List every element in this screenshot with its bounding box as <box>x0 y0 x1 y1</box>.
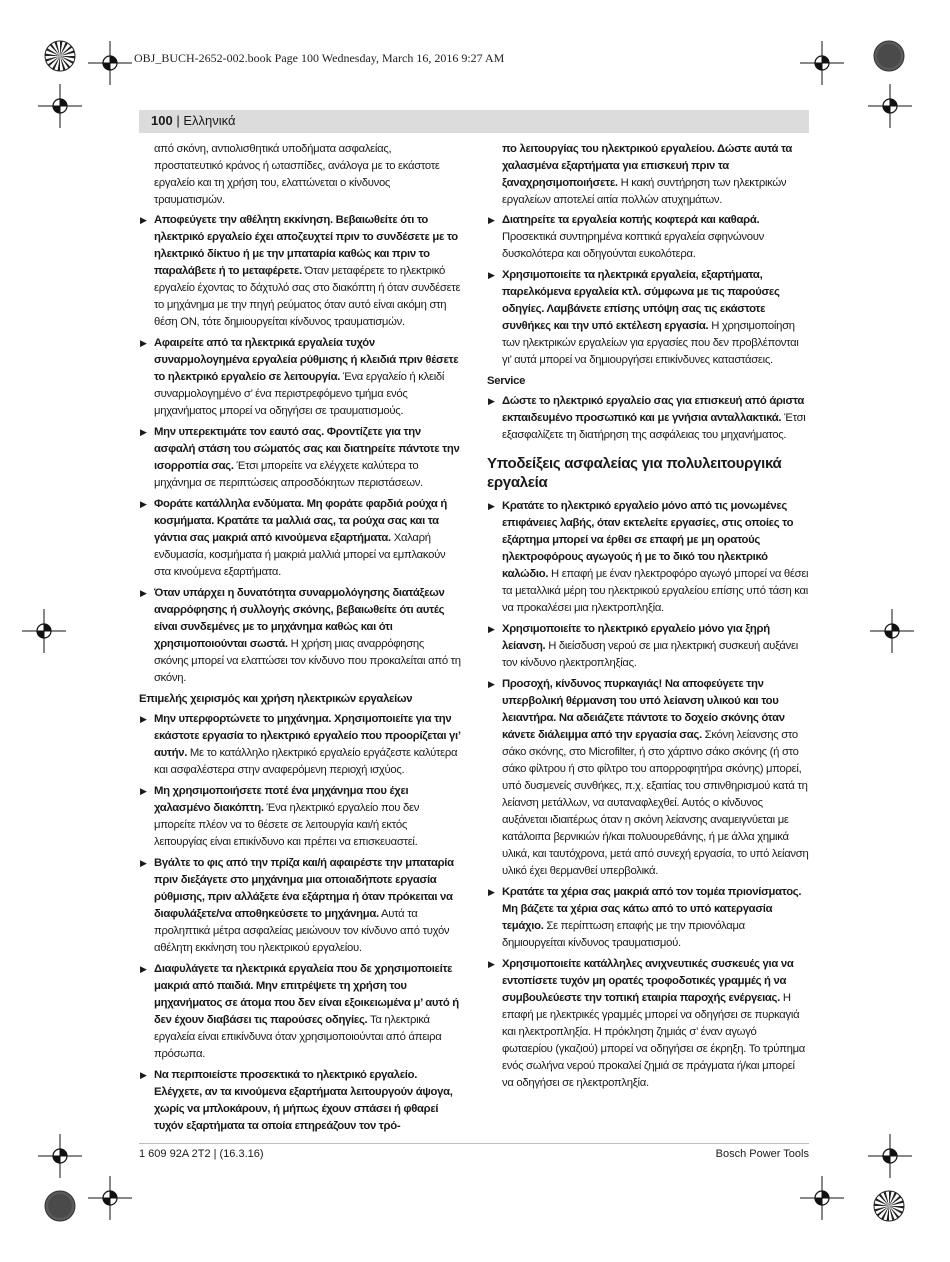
bullet-triangle-icon: ▶ <box>488 887 495 897</box>
item-body-text: Όταν μεταφέρετε το ηλεκτρικό εργαλείο έχοντας το δάχτυλό σας στο διακόπτη ή όταν συνδέσετε το μηχάνημα με την πηγή ρεύματος όταν αυτό είναι ακόμη στη θέση ON, τότε δημιουργείται κίνδυνος τραυματισμών. <box>154 265 461 328</box>
header-language: Ελληνικά <box>183 113 236 128</box>
item-bold-text: Προσοχή, κίνδυνος πυρκαγιάς! Να αποφεύγετε την υπερβολική θέρμανση του υπό λείανση υλικού και του λειαντήρα. Να αδειάζετε πάντοτε το δοχείο σκόνης όταν κάνετε διάλειμμα από την εργασία σας. <box>502 678 785 741</box>
starburst-target-bottom-right <box>872 1189 906 1223</box>
continuation-bold-text: πο λειτουργίας του ηλεκτρικού εργαλείου. Δώστε αυτά τα χαλασμένα εξαρτήματα για επισκευή πριν τα ξαναχρησιμοποιήσετε. <box>502 143 793 189</box>
item-bold-text: Κρατάτε το ηλεκτρικό εργαλείο μόνο από τις μονωμένες επιφάνειες λαβής, όταν εκτελείτε εργασίες, στις οποίες το εξάρτημα μπορεί να έρθει σε επαφή με μη ορατούς ηλεκτροφόρους αγωγούς ή με το δικό του ηλεκτρικό καλώδιο. <box>502 500 794 580</box>
registration-mark-left-middle <box>20 607 68 655</box>
safety-item <box>487 393 809 444</box>
item-bold-text: Μη χρησιμοποιήσετε ποτέ ένα μηχάνημα που έχει χαλασμένο διακόπτη. <box>154 785 409 814</box>
item-bold-text: Χρησιμοποιείτε τα ηλεκτρικά εργαλεία, εξαρτήματα, παρελκόμενα εργαλεία κτλ. σύμφωνα με τις παρούσες οδηγίες. Λαμβάνετε επίσης υπόψη σας τις εκάστοτε συνθήκες και την υπό εκτέλεση εργασία. <box>502 269 780 332</box>
item-body-text: Ένα εργαλείο ή κλειδί συναρμολογημένο σ’ ένα περιστρεφόμενο τμήμα ενός μηχανήματος μπορεί να οδηγήσει σε τραυματισμούς. <box>154 371 445 417</box>
registration-mark-right-lower <box>866 1132 914 1180</box>
registration-mark-left-upper <box>36 82 84 130</box>
bullet-triangle-icon: ▶ <box>488 215 495 225</box>
item-bold-text: Φοράτε κατάλληλα ενδύματα. Μη φοράτε φαρδιά ρούχα ή κοσμήματα. Κρατάτε τα μαλλιά σας, τα ρούχα σας και τα γάντια σας μακριά από κινούμενα εξαρτήματα. <box>154 498 447 544</box>
safety-item <box>139 335 461 420</box>
bullet-triangle-icon: ▶ <box>488 396 495 406</box>
safety-item <box>139 212 461 331</box>
item-body-text: Η χρήση μιας αναρρόφησης σκόνης μπορεί να ελαττώσει τον κίνδυνο που προκαλείται από τη σκόνη. <box>154 638 461 684</box>
filled-circle-mark-top-right <box>872 39 906 73</box>
registration-mark-bottom-left <box>86 1174 134 1222</box>
bullet-triangle-icon: ▶ <box>488 501 495 511</box>
item-bold-text: Να περιποιείστε προσεκτικά το ηλεκτρικό εργαλείο. Ελέγχετε, αν τα κινούμενα εξαρτήματα λειτουργούν άψογα, χωρίς να μπλοκάρουν, ή μήπως έχουν σπάσει ή φθαρεί τυχόν εξαρτήματα τα οποία επηρεάζουν τον τρό- <box>154 1069 453 1132</box>
safety-item <box>487 621 809 672</box>
bullet-triangle-icon: ▶ <box>140 338 147 348</box>
print-slug-line: OBJ_BUCH-2652-002.book Page 100 Wednesday, March 16, 2016 9:27 AM <box>134 51 505 65</box>
bullet-triangle-icon: ▶ <box>140 427 147 437</box>
registration-mark-top-right <box>798 39 846 87</box>
bullet-triangle-icon: ▶ <box>140 786 147 796</box>
safety-item <box>487 498 809 617</box>
item-bold-text: Όταν υπάρχει η δυνατότητα συναρμολόγησης διατάξεων αναρρόφησης ή συλλογής σκόνης, βεβαιωθείτε ότι αυτές είναι συνδεμένες με το μηχάνημα καθώς και ότι χρησιμοποιούνται σωστά. <box>154 587 445 650</box>
item-body-text: Η επαφή με έναν ηλεκτροφόρο αγωγό μπορεί να θέσει τα μεταλλικά μέρη του ηλεκτρικού εργαλείου επίσης υπό τάση και να προκαλέσει μια ηλεκτροπληξία. <box>502 568 809 614</box>
safety-item <box>139 424 461 492</box>
item-bold-text: Δώστε το ηλεκτρικό εργαλείο σας για επισκευή από άριστα εκπαιδευμένο προσωπικό και με γνήσια ανταλλακτικά. <box>502 395 805 424</box>
item-body-text: Η επαφή με ηλεκτρικές γραμμές μπορεί να οδηγήσει σε πυρκαγιά και ηλεκτροπληξία. Η πρόκληση ζημιάς σ’ έναν αγωγό φωταερίου (γκαζιού) μπορεί να οδηγήσει σε έκρηξη. Το τρύπημα ενός σωλήνα νερού προκαλεί ζημιά σε πράγματα ή/και μπορεί να οδηγήσει σε ηλεκτροπληξία. <box>502 992 806 1089</box>
page-header <box>139 110 809 133</box>
safety-item <box>139 496 461 581</box>
safety-item <box>487 212 809 263</box>
starburst-target-top-left <box>43 39 77 73</box>
item-body-text: Έτσι μπορείτε να ελέγχετε καλύτερα το μηχάνημα σε περιπτώσεις απροσδόκητων περιστάσεων. <box>154 460 423 489</box>
bullet-triangle-icon: ▶ <box>140 964 147 974</box>
footer-divider <box>139 1143 809 1144</box>
registration-mark-left-lower <box>36 1132 84 1180</box>
section-subheading: Επιμελής χειρισμός και χρήση ηλεκτρικών εργαλείων <box>139 693 413 705</box>
safety-item <box>487 884 809 952</box>
item-bold-text: Κρατάτε τα χέρια σας μακριά από τον τομέα πριονίσματος. Μη βάζετε τα χέρια σας κάτω από το υπό κατεργασία τεμάχιο. <box>502 886 802 932</box>
footer-document-code: 1 609 92A 2T2 | (16.3.16) <box>139 1148 264 1160</box>
item-bold-text: Μην υπερεκτιμάτε τον εαυτό σας. Φροντίζετε για την ασφαλή στάση του σώματός σας και διατηρείτε πάντοτε την ισορροπία σας. <box>154 426 460 472</box>
bullet-triangle-icon: ▶ <box>140 714 147 724</box>
header-separator: | <box>176 113 184 128</box>
safety-item <box>139 855 461 957</box>
bullet-triangle-icon: ▶ <box>488 679 495 689</box>
item-body-text: Τα ηλεκτρικά εργαλεία είναι επικίνδυνα όταν χρησιμοποιούνται από άπειρα πρόσωπα. <box>154 1014 442 1060</box>
footer-brand: Bosch Power Tools <box>715 1148 809 1160</box>
item-bold-text: Αφαιρείτε από τα ηλεκτρικά εργαλεία τυχόν συναρμολογημένα εργαλεία ρύθμισης ή κλειδιά πριν θέσετε το ηλεκτρικό εργαλείο σε λειτουργία. <box>154 337 459 383</box>
item-body-text: Σε περίπτωση επαφής με την πριονόλαμα δημιουργείται κίνδυνος τραυματισμού. <box>502 920 745 949</box>
registration-mark-right-upper <box>866 82 914 130</box>
bullet-triangle-icon: ▶ <box>488 624 495 634</box>
left-column <box>139 141 461 1139</box>
item-bold-text: Αποφεύγετε την αθέλητη εκκίνηση. Βεβαιωθείτε ότι το ηλεκτρικό εργαλείο έχει αποζευχτεί πριν το συνδέσετε με το ηλεκτρικό δίκτυο ή με την μπαταρία καθώς και πριν το παραλάβετε ή το μεταφέρετε. <box>154 214 458 277</box>
safety-item <box>139 585 461 687</box>
item-bold-text: Βγάλτε το φις από την πρίζα και/ή αφαιρέστε την μπαταρία πριν διεξάγετε στο μηχάνημα μια οποιαδήποτε εργασία ρύθμισης, πριν αλλάξετε ένα εξάρτημα ή όταν πρόκειται να διαφυλάξετε/να αποθηκεύσετε το μηχάνημα. <box>154 857 454 920</box>
registration-mark-top-left <box>86 39 134 87</box>
item-body-text: Αυτά τα προληπτικά μέτρα ασφαλείας μειώνουν τον κίνδυνο από τυχόν αθέλητη εκκίνηση του ηλεκτρικού εργαλείου. <box>154 908 450 954</box>
service-heading: Service <box>487 375 526 387</box>
item-body-text: Έτσι εξασφαλίζετε τη διατήρηση της ασφάλειας του μηχανήματος. <box>502 412 806 441</box>
safety-item <box>139 711 461 779</box>
registration-mark-bottom-right <box>798 1174 846 1222</box>
bullet-triangle-icon: ▶ <box>488 959 495 969</box>
bullet-triangle-icon: ▶ <box>140 499 147 509</box>
continuation-paragraph <box>487 141 809 209</box>
page-header-text <box>151 113 235 128</box>
continuation-body-text: Η κακή συντήρηση των ηλεκτρικών εργαλείων αποτελεί αιτία πολλών ατυχημάτων. <box>502 177 787 206</box>
bullet-triangle-icon: ▶ <box>140 215 147 225</box>
safety-item <box>487 676 809 880</box>
item-body-text: Με το κατάλληλο ηλεκτρικό εργαλείο εργάζεστε καλύτερα και ασφαλέστερα στην αναφερόμενη περιοχή ισχύος. <box>154 747 458 776</box>
safety-item <box>487 956 809 1092</box>
item-body-text: Η χρησιμοποίηση των ηλεκτρικών εργαλείων για εργασίες που δεν προβλέπονται γι’ αυτά μπορεί να δημιουργήσει επικίνδυνες καταστάσεις. <box>502 320 799 366</box>
bullet-triangle-icon: ▶ <box>488 270 495 280</box>
bullet-triangle-icon: ▶ <box>140 1070 147 1080</box>
item-bold-text: Διαφυλάγετε τα ηλεκτρικά εργαλεία που δε χρησιμοποιείτε μακριά από παιδιά. Μην επιτρέψετε τη χρήση του μηχανήματος σε άτομα που δεν είναι εξοικειωμένα μ’ αυτό ή δεν έχουν διαβάσει τις παρούσες οδηγίες. <box>154 963 459 1026</box>
section-heading: Υποδείξεις ασφαλείας για πολυλειτουργικά εργαλεία <box>487 455 782 491</box>
filled-circle-mark-bottom-left <box>43 1189 77 1223</box>
bullet-triangle-icon: ▶ <box>140 588 147 598</box>
item-bold-text: Διατηρείτε τα εργαλεία κοπής κοφτερά και καθαρά. <box>502 214 760 226</box>
intro-paragraph: από σκόνη, αντιολισθητικά υποδήματα ασφαλείας, προστατευτικό κράνος ή ωτασπίδες, ανάλογα με το εκάστοτε εργαλείο και τη χρήση του, ελαττώνεται ο κίνδυνος τραυματισμών. <box>154 143 440 206</box>
safety-item <box>139 783 461 851</box>
item-bold-text: Χρησιμοποιείτε το ηλεκτρικό εργαλείο μόνο για ξηρή λείανση. <box>502 623 770 652</box>
registration-mark-right-middle <box>868 607 916 655</box>
item-bold-text: Χρησιμοποιείτε κατάλληλες ανιχνευτικές συσκευές για να εντοπίσετε τυχόν μη ορατές τροφοδοτικές γραμμές ή να συμβουλεύεστε την τοπική εταιρία παροχής ενέργειας. <box>502 958 794 1004</box>
safety-item <box>487 267 809 369</box>
item-body-text: Ένα ηλεκτρικό εργαλείο που δεν μπορείτε πλέον να το θέσετε σε λειτουργία και/ή εκτός λειτουργίας είναι επικίνδυνο και πρέπει να επισκευαστεί. <box>154 802 420 848</box>
item-body-text: Προσεκτικά συντηρημένα κοπτικά εργαλεία σφηνώνουν δυσκολότερα και οδηγούνται ευκολότερα. <box>502 231 764 260</box>
safety-item <box>139 1067 461 1135</box>
item-body-text: Χαλαρή ενδυμασία, κοσμήματα ή μακριά μαλλιά μπορεί να εμπλακούν στα κινούμενα εξαρτήματα. <box>154 532 446 578</box>
item-bold-text: Μην υπερφορτώνετε το μηχάνημα. Χρησιμοποιείτε για την εκάστοτε εργασία το ηλεκτρικό εργαλείο που προορίζεται γι’ αυτήν. <box>154 713 461 759</box>
bullet-triangle-icon: ▶ <box>140 858 147 868</box>
item-body-text: Η διείσδυση νερού σε μια ηλεκτρική συσκευή αυξάνει τον κίνδυνο ηλεκτροπληξίας. <box>502 640 798 669</box>
item-body-text: Σκόνη λείανσης στο σάκο σκόνης, στο Microfilter, ή στο χάρτινο σάκο σκόνης (ή στο σάκο φίλτρου ή στο φίλτρο του απορροφητήρα σκόνης) μπορεί, υπό δυσμενείς συνθήκες, π.χ. εξαιτίας του σπινθηρισμού κατά τη λείανση μετάλλων, να αυταναφλεχθεί. Αυτός ο κίνδυνος αυξάνεται ιδιαιτέρως όταν η σκόνη λείανσης αναμειγνύεται με κατάλοιπα βερνικιών ή/και πολυουρεθάνης, ή με άλλα χημικά υλικά, και ταυτόχρονα, μετά από συνεχή εργασία, το υπό λείανση υλικό έχει θερμανθεί υπερβολικά. <box>502 729 809 877</box>
right-column <box>487 141 809 1096</box>
page-number: 100 <box>151 113 173 128</box>
safety-item <box>139 961 461 1063</box>
